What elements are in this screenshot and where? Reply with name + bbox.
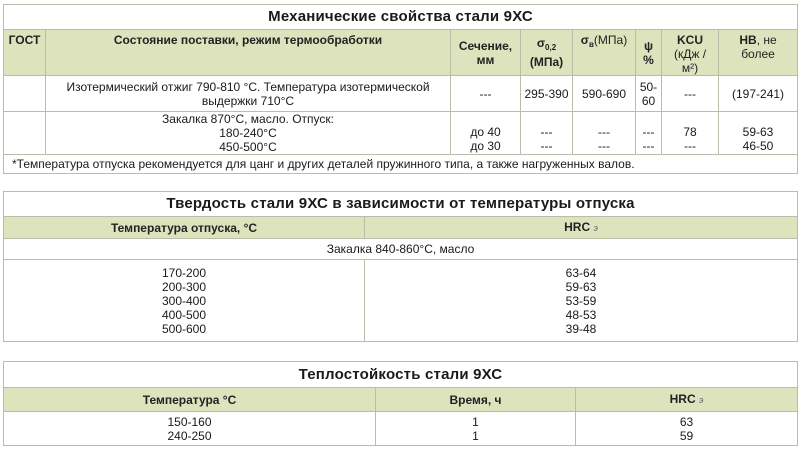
row1-kcu: ---: [662, 76, 719, 112]
header-psi-base: ψ: [643, 38, 654, 53]
header-hrc-label: HRC: [564, 220, 591, 234]
row2-state-line2: 180-240°С: [219, 126, 277, 140]
quench-row: Закалка 840-860°С, масло: [4, 239, 798, 260]
row2-kcu-line2: ---: [684, 139, 696, 153]
hrc-list: [365, 260, 798, 342]
row2-gost: [4, 112, 46, 155]
hardness-table: [3, 191, 798, 342]
header-time: Время, ч: [376, 388, 576, 412]
row2-sigma02-line2: ---: [540, 139, 553, 153]
temperature-value: 500-600: [161, 321, 207, 336]
temperature-value: 240-250: [167, 428, 212, 443]
header-temperature: Температура отпуска, °С: [4, 217, 365, 239]
temperature-list: [4, 260, 365, 342]
header-gost: ГОСТ: [4, 30, 46, 76]
row1-psi-line2: 60: [641, 93, 656, 108]
row1-gost: [4, 76, 46, 112]
header-sigma02: [521, 30, 573, 76]
row2-psi-line2: ---: [642, 139, 655, 153]
row2-hb: [719, 112, 798, 155]
temperature-value: 300-400: [161, 293, 207, 308]
header-sigma02-base: σ: [536, 36, 546, 50]
row2-sigmab-line1: ---: [598, 125, 610, 139]
header-sigma02-sub: 0,2: [545, 43, 557, 52]
row1-section: ---: [451, 76, 521, 112]
hrc-value: 53-59: [565, 293, 597, 308]
header-state: Состояние поставки, режим термообработки: [46, 30, 451, 76]
time-list: [376, 412, 576, 446]
hrc-list: [576, 412, 798, 446]
row1-sigma02: 295-390: [521, 76, 573, 112]
row2-state: [46, 112, 451, 155]
hrc-value: 63: [679, 414, 694, 429]
hrc-value: 59-63: [565, 279, 597, 294]
row2-kcu: [662, 112, 719, 155]
header-kcu-unit: (кДж / м²): [673, 47, 707, 75]
header-hrc: [576, 388, 798, 412]
header-temperature: Температура °С: [4, 388, 376, 412]
hrc-value: 39-48: [565, 321, 597, 336]
temperature-value: 170-200: [161, 265, 207, 280]
header-hrc-suffix: э: [698, 395, 704, 405]
row1-hb: (197-241): [719, 76, 798, 112]
header-hb: [719, 30, 798, 76]
row2-state-line3: 450-500°С: [219, 140, 277, 154]
header-kcu-base: KCU: [677, 33, 703, 47]
hrc-value: 48-53: [565, 307, 597, 322]
mechanical-properties-table: [3, 4, 798, 174]
temperature-list: [4, 412, 376, 446]
header-section: [451, 30, 521, 76]
header-hrc-suffix: э: [593, 223, 598, 233]
time-value: 1: [472, 414, 479, 429]
header-hb-unit: , не более: [741, 33, 777, 61]
header-sigmab-base: σ: [580, 33, 589, 47]
row2-hb-line2: 46-50: [742, 139, 774, 153]
row2-sigmab-line2: ---: [598, 139, 610, 153]
hrc-value: 59: [679, 428, 694, 443]
header-sigmab-unit: (МПа): [593, 33, 628, 47]
header-kcu: [662, 30, 719, 76]
hrc-value: 63-64: [565, 265, 597, 280]
row2-sigma02-line1: ---: [540, 125, 553, 139]
temperature-value: 400-500: [161, 307, 207, 322]
row1-psi-line1: 50-: [639, 79, 658, 94]
table-title: Механические свойства стали 9ХС: [4, 5, 798, 30]
header-section-line1: Сечение,: [458, 38, 513, 53]
row1-sigmab: 590-690: [573, 76, 636, 112]
header-hrc: [365, 217, 798, 239]
row1-state-line2: выдержки 710°С: [201, 93, 295, 108]
row2-sigmab: [573, 112, 636, 155]
header-sigma02-unit: (МПа): [529, 55, 564, 69]
header-sigmab-sub: в: [589, 40, 594, 49]
row2-section-line1: до 40: [470, 125, 501, 139]
table-title: Твердость стали 9ХС в зависимости от температуры отпуска: [4, 192, 798, 217]
row1-psi: [636, 76, 662, 112]
footnote: *Температура отпуска рекомендуется для цанг и других деталей пружинного типа, а также нагруженных валов.: [4, 155, 798, 174]
table-title: Теплостойкость стали 9ХС: [4, 362, 798, 388]
row1-state-line1: Изотермический отжиг 790-810 °С. Температура изотермической: [66, 79, 430, 94]
temperature-value: 150-160: [167, 414, 212, 429]
row2-psi-line1: ---: [642, 125, 655, 139]
header-hb-base: HB: [739, 33, 757, 47]
row2-state-line1: Закалка 870°С, масло. Отпуск:: [162, 112, 334, 126]
header-hrc-label: HRC: [669, 392, 696, 406]
header-section-line2: мм: [476, 52, 495, 67]
row2-section-line2: до 30: [470, 139, 501, 153]
row2-kcu-line1: 78: [683, 125, 697, 139]
header-psi-unit: %: [643, 52, 654, 67]
row2-sigma02: [521, 112, 573, 155]
row2-section: [451, 112, 521, 155]
heat-resistance-table: [3, 361, 798, 446]
row2-psi: [636, 112, 662, 155]
row2-hb-line1: 59-63: [742, 125, 774, 139]
temperature-value: 200-300: [161, 279, 207, 294]
time-value: 1: [472, 428, 479, 443]
header-sigmab: [573, 30, 636, 76]
row1-state: [46, 76, 451, 112]
header-psi: [636, 30, 662, 76]
